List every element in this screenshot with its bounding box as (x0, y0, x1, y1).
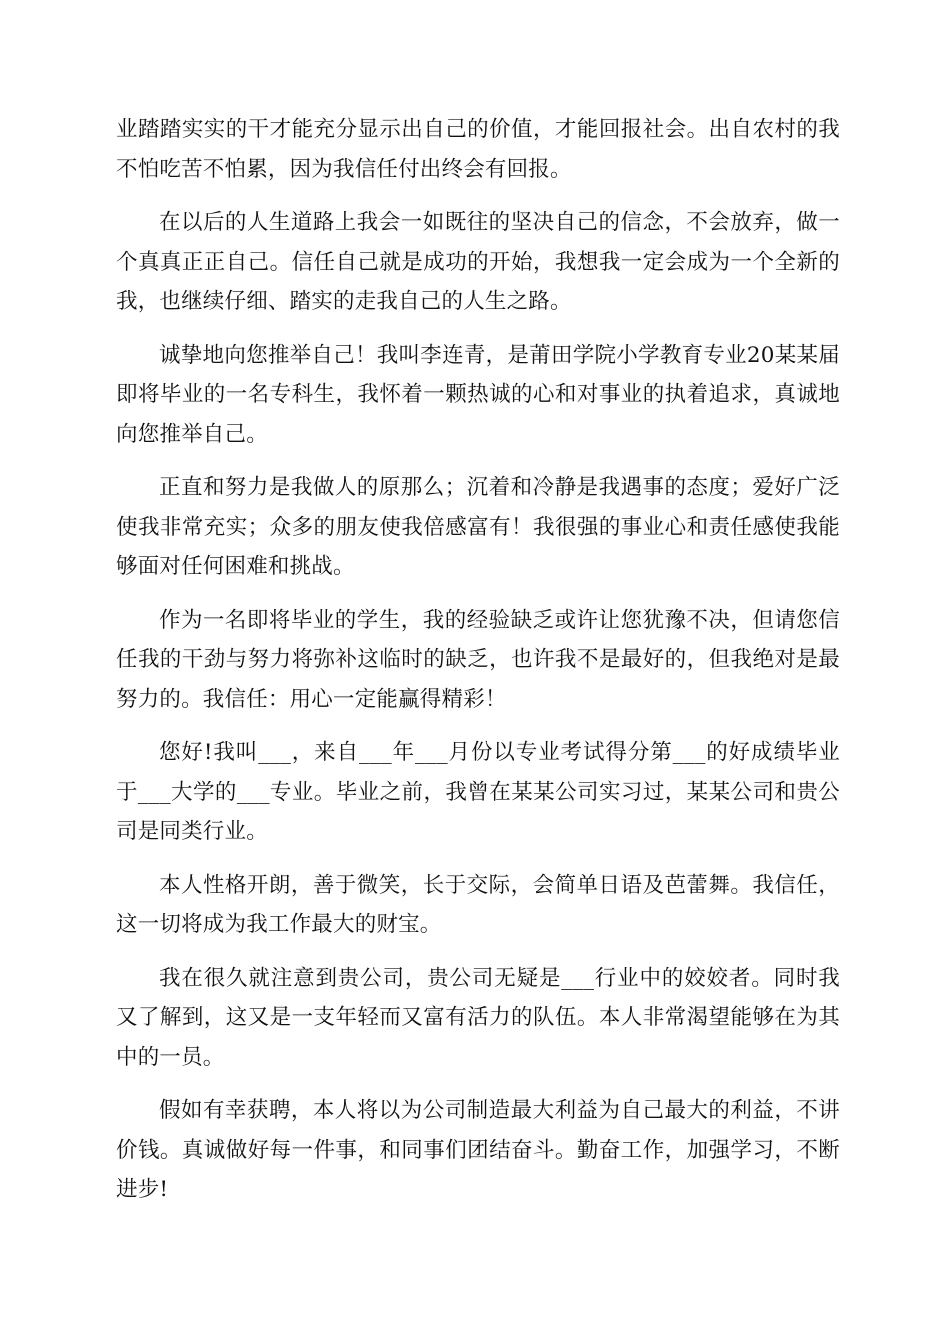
paragraph-8: 我在很久就注意到贵公司，贵公司无疑是___行业中的姣姣者。同时我又了解到，这又是一支年轻而又富有活力的队伍。本人非常渴望能够在为其中的一员。 (116, 965, 840, 1070)
paragraph-1: 业踏踏实实的干才能充分显示出自己的价值，才能回报社会。出自农村的我不怕吃苦不怕累，因为我信任付出终会有回报。 (116, 117, 840, 182)
paragraph-7: 本人性格开朗，善于微笑，长于交际，会简单日语及芭蕾舞。我信任，这一切将成为我工作最大的财宝。 (116, 872, 840, 937)
paragraph-5: 作为一名即将毕业的学生，我的经验缺乏或许让您犹豫不决，但请您信任我的干劲与努力将弥补这临时的缺乏，也许我不是最好的，但我绝对是最努力的。我信任：用心一定能赢得精彩！ (116, 607, 840, 712)
paragraph-6: 您好!我叫___，来自___年___月份以专业考试得分第___的好成绩毕业于___大学的___专业。毕业之前，我曾在某某公司实习过，某某公司和贵公司是同类行业。 (116, 740, 840, 844)
paragraph-2: 在以后的人生道路上我会一如既往的坚决自己的信念，不会放弃，做一个真真正正自己。信任自己就是成功的开始，我想我一定会成为一个全新的我，也继续仔细、踏实的走我自己的人生之路。 (116, 210, 840, 314)
paragraph-9: 假如有幸获聘，本人将以为公司制造最大利益为自己最大的利益，不讲价钱。真诚做好每一件事，和同事们团结奋斗。勤奋工作，加强学习，不断进步! (116, 1098, 840, 1202)
paragraph-3: 诚挚地向您推举自己！我叫李连青，是莆田学院小学教育专业20某某届即将毕业的一名专科生，我怀着一颗热诚的心和对事业的执着追求，真诚地向您推举自己。 (116, 342, 840, 447)
paragraph-4: 正直和努力是我做人的原那么；沉着和冷静是我遇事的态度；爱好广泛使我非常充实；众多的朋友使我倍感富有！我很强的事业心和责任感使我能够面对任何困难和挑战。 (116, 475, 840, 579)
